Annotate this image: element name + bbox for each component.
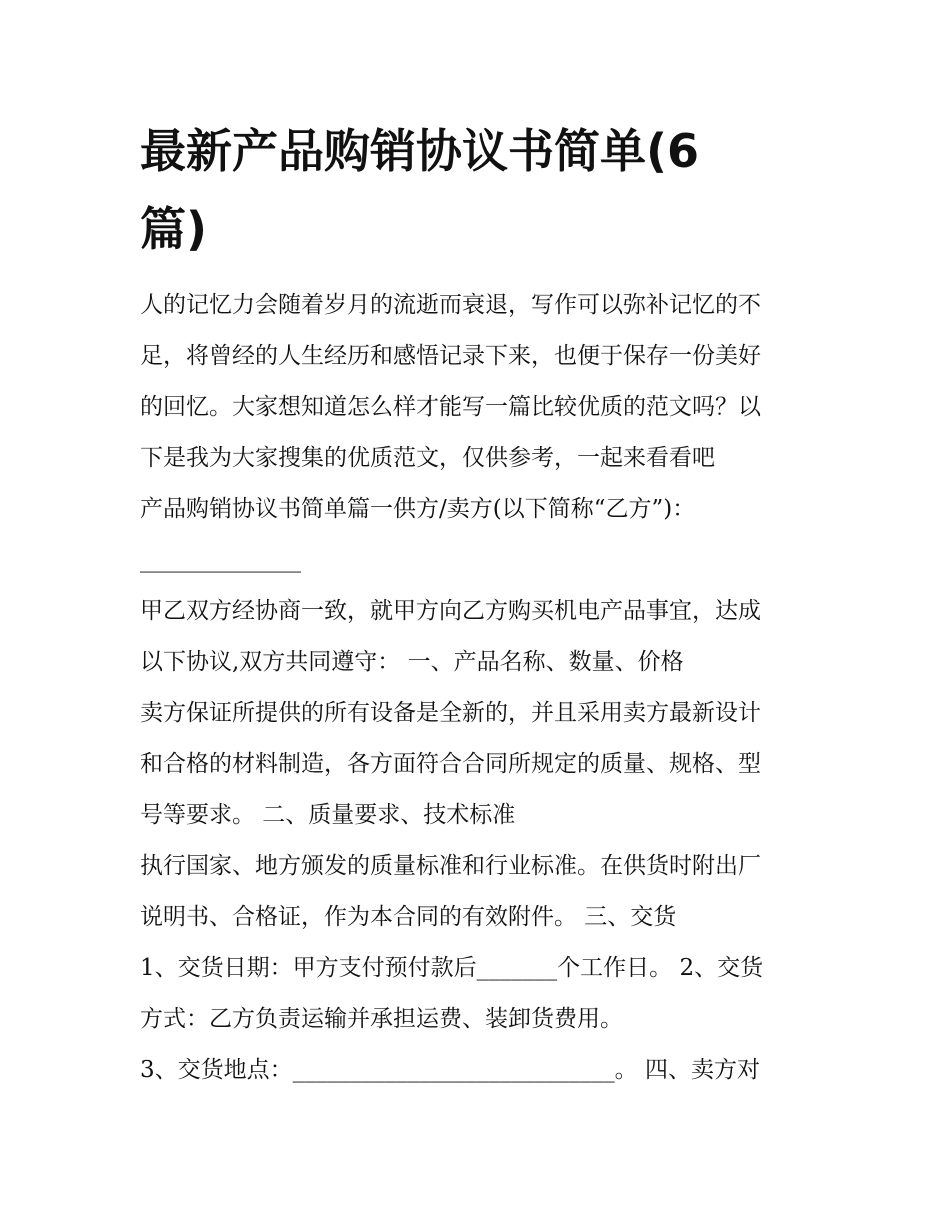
body-line: 和合格的材料制造，各方面符合合同所规定的质量、规格、型 <box>140 751 761 777</box>
body-line: 卖方保证所提供的所有设备是全新的，并且采用卖方最新设计 <box>140 700 761 726</box>
body-line: 足，将曾经的人生经历和感悟记录下来，也便于保存一份美好 <box>140 343 761 369</box>
body-line: 号等要求。 二、质量要求、技术标准 <box>140 802 516 828</box>
body-line: 以下协议,双方共同遵守： 一、产品名称、数量、价格 <box>140 649 684 675</box>
body-line: 产品购销协议书简单篇一供方/卖方(以下简称“乙方”)： <box>140 496 696 522</box>
body-line: 的回忆。大家想知道怎么样才能写一篇比较优质的范文吗？以 <box>140 394 761 420</box>
body-line: 1、交货日期：甲方支付预付款后_______个工作日。 2、交货 <box>140 955 764 981</box>
document-body <box>140 280 820 1096</box>
body-line: 执行国家、地方颁发的质量标准和行业标准。在供货时附出厂 <box>140 853 761 879</box>
body-line: 甲乙双方经协商一致，就甲方向乙方购买机电产品事宜，达成 <box>140 598 761 624</box>
body-line: 说明书、合格证，作为本合同的有效附件。 三、交货 <box>140 904 677 930</box>
blank-line: ______________ <box>140 547 301 573</box>
body-line: 下是我为大家搜集的优质范文，仅供参考，一起来看看吧 <box>140 445 715 471</box>
document-title <box>140 112 820 268</box>
body-line: 方式：乙方负责运输并承担运费、装卸货费用。 <box>140 1006 623 1032</box>
title-line-2: 篇) <box>140 202 208 256</box>
body-line: 人的记忆力会随着岁月的流逝而衰退，写作可以弥补记忆的不 <box>140 292 761 318</box>
body-line: 3、交货地点：____________________________。 四、卖方对 <box>140 1057 760 1083</box>
title-line-1: 最新产品购销协议书简单(6 <box>140 124 700 178</box>
